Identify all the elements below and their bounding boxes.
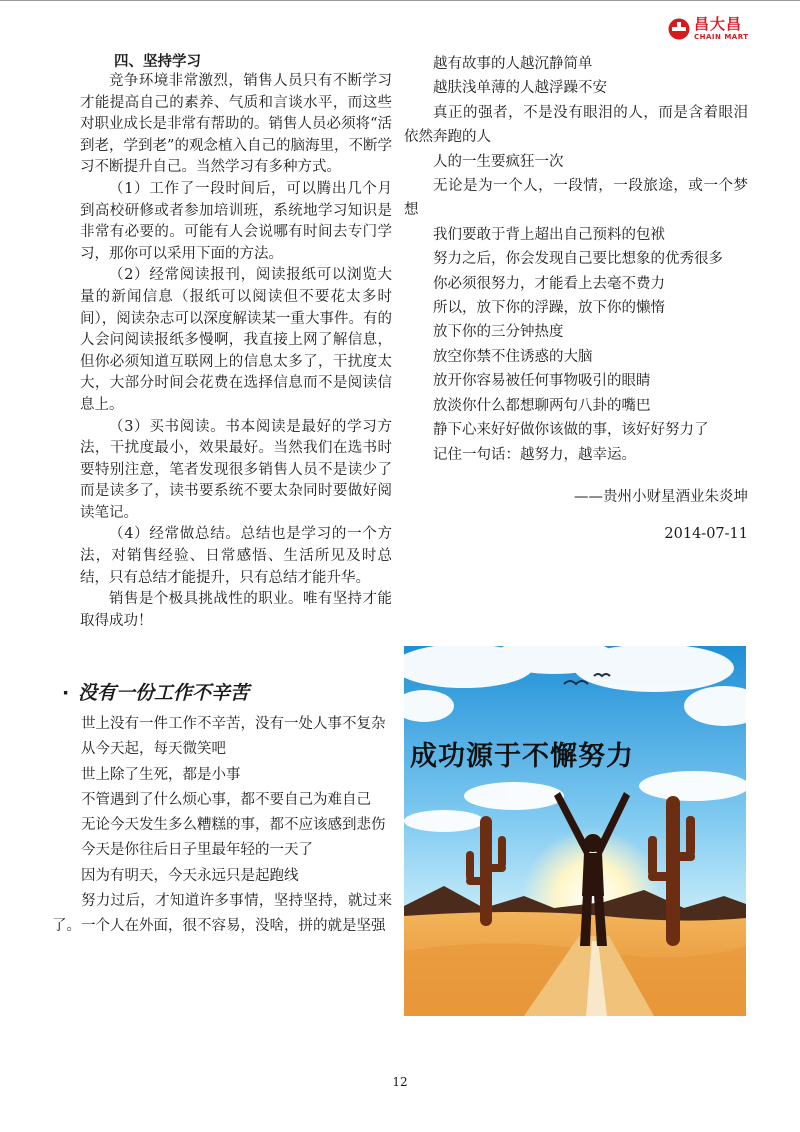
poster-caption: 成功源于不懈努力 [410, 741, 634, 772]
paragraph: （4）经常做总结。总结也是学习的一个方法，对销售经验、日常感悟、生活所见及时总结，只有总结才能提升，只有总结才能升华。 [80, 526, 392, 586]
poem-line: 努力之后，你会发现自己要比想象的优秀很多 [433, 251, 723, 268]
paragraph: 竞争环境非常激烈，销售人员只有不断学习才能提高自己的素养、气质和言谈水平，而这些对职业成长是非常有帮助的。销售人员必须将“活到老，学到老”的观念植入自己的脑海里，不断学习不断提升自己。当然学习有多种方式。 [80, 73, 392, 176]
poem-line: 所以，放下你的浮躁，放下你的懒惰 [433, 300, 665, 317]
article-line: 因为有明天，今天永远只是起跑线 [81, 867, 299, 884]
article-line: 不管遇到了什么烦心事，都不要自己为难自己 [81, 791, 371, 808]
bullet-icon: · [62, 682, 70, 704]
article-body [52, 712, 392, 940]
poem-line: 越有故事的人越沉静简单 [433, 56, 593, 72]
poem-line: 我们要敢于背上超出自己预料的包袱 [433, 226, 665, 243]
left-column [80, 52, 392, 632]
brand-logo [668, 17, 749, 41]
right-column [404, 52, 748, 544]
publish-date: 2014-07-11 [664, 525, 748, 542]
motivational-poster [404, 646, 746, 1016]
top-rule [0, 0, 800, 1]
brand-logo-name: 昌大昌 [694, 15, 743, 33]
paragraph: （2）经常阅读报刊，阅读报纸可以浏览大量的新闻信息（报纸可以阅读但不要花太多时间），阅读杂志可以深度解读某一重大事件。有的人会问阅读报纸多慢啊，我直接上网了解信息，但你必须知道互联网上的信息太多了，干扰度太大，大部分时间会花费在选择信息而不是阅读信息上。 [80, 267, 392, 413]
paragraph: （1）工作了一段时间后，可以腾出几个月到高校研修或者参加培训班，系统地学习知识是非常有必要的。可能有人会说哪有时间去专门学习，那你可以采用下面的方法。 [80, 180, 392, 262]
author-signature: ——贵州小财星酒业朱炎坤 [574, 488, 748, 505]
article-title [52, 680, 392, 706]
section-title: 四、坚持学习 [114, 53, 201, 70]
poem-line: 放下你的三分钟热度 [433, 324, 564, 341]
page-number: 12 [392, 1075, 408, 1089]
article-section [52, 680, 392, 940]
poem-line: 记住一句话：越努力，越幸运。 [433, 446, 636, 463]
poem-line: 静下心来好好做你该做的事，该好好努力了 [433, 422, 709, 439]
poster-illustration [404, 646, 746, 1016]
poem-line: 放开你容易被任何事物吸引的眼睛 [433, 373, 651, 390]
poem-line: 放空你禁不住诱惑的大脑 [433, 348, 593, 365]
article-line: 从今天起，每天微笑吧 [81, 741, 226, 758]
poem-line: 你必须很努力，才能看上去毫不费力 [433, 275, 665, 292]
poem-line: 越肤浅单薄的人越浮躁不安 [433, 80, 607, 97]
article-line: 努力过后，才知道许多事情，坚持坚持，就过来了。一个人在外面，很不容易，没啥，拼的就是坚强 [52, 893, 392, 935]
article-title-text: 没有一份工作不辛苦 [78, 682, 250, 704]
poem-line: 真正的强者，不是没有眼泪的人，而是含着眼泪依然奔跑的人 [404, 104, 748, 146]
article-line: 今天是你往后日子里最年轻的一天了 [81, 842, 313, 859]
closing-paragraph: 销售是个极具挑战性的职业。唯有坚持才能取得成功！ [80, 591, 392, 629]
article-line: 世上除了生死，都是小事 [81, 766, 241, 783]
poem-line: 人的一生要疯狂一次 [433, 153, 564, 170]
article-line: 无论今天发生多么糟糕的事，都不应该感到悲伤 [81, 817, 386, 834]
poem-line: 无论是为一个人，一段情，一段旅途，或一个梦想 [404, 178, 748, 219]
article-line: 世上没有一件工作不辛苦，没有一处人事不复杂 [81, 716, 386, 732]
poem-line: 放淡你什么都想聊两句八卦的嘴巴 [433, 397, 651, 414]
brand-logo-icon [668, 18, 690, 40]
brand-logo-subtitle: CHAIN MART [694, 33, 749, 41]
paragraph: （3）买书阅读。书本阅读是最好的学习方法，干扰度最小，效果最好。当然我们在选书时要特别注意，笔者发现很多销售人员不是读少了而是读多了，读书要系统不要太杂同时要做好阅读笔记。 [80, 418, 392, 521]
